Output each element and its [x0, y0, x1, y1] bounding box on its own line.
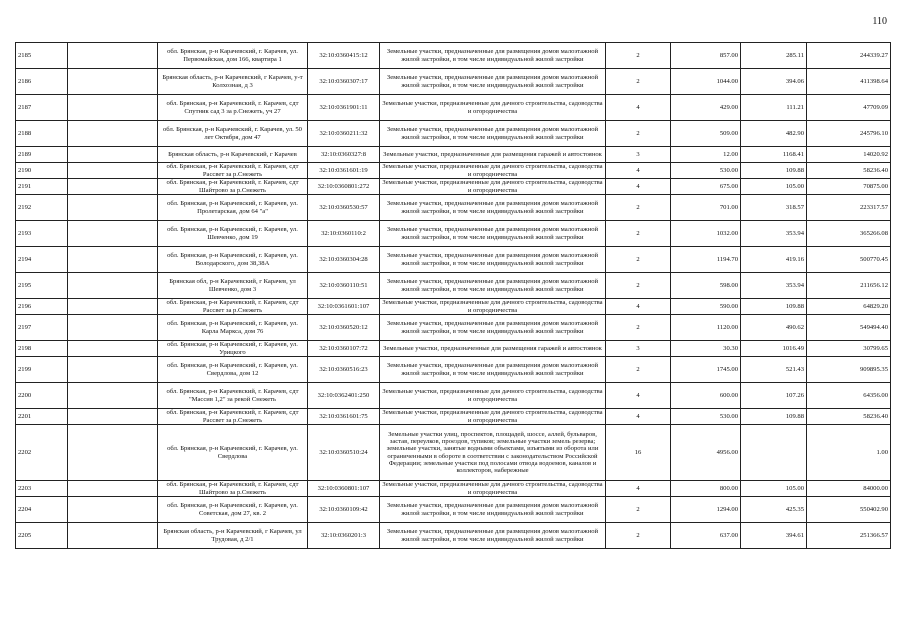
area-cell: 509.00	[671, 121, 741, 147]
table-row	[16, 299, 891, 315]
group-code-cell: 2	[606, 315, 671, 341]
area-cell: 1745.00	[671, 357, 741, 383]
specific-value-cell: 394.06	[741, 69, 807, 95]
cadastral-number-cell: 32:10:0360520:12	[308, 315, 380, 341]
address-cell: обл. Брянская, р-н Карачевский, г. Карачев, сдт Спутник сад 3 за р.Снежеть, уч 27	[158, 95, 308, 121]
group-code-cell: 2	[606, 357, 671, 383]
cadastral-number-cell: 32:10:0360211:32	[308, 121, 380, 147]
row-number: 2200	[16, 383, 68, 409]
address-cell: обл. Брянская, р-н Карачевский, г. Карачев, сдт Рассвет за р.Снежеть	[158, 163, 308, 179]
table-row	[16, 357, 891, 383]
table-row	[16, 221, 891, 247]
specific-value-cell: 285.11	[741, 43, 807, 69]
table-row	[16, 147, 891, 163]
area-cell: 12.00	[671, 147, 741, 163]
address-cell: обл. Брянская, р-н Карачевский, г. Карачев, ул. Володарского, дом 38,38А	[158, 247, 308, 273]
cadastral-number-cell: 32:10:0360327:8	[308, 147, 380, 163]
table-row	[16, 409, 891, 425]
cadastral-value-cell: 365266.08	[807, 221, 891, 247]
specific-value-cell: 107.26	[741, 383, 807, 409]
cadastral-value-cell: 245796.10	[807, 121, 891, 147]
cadastral-value-cell: 211656.12	[807, 273, 891, 299]
specific-value-cell: 425.35	[741, 497, 807, 523]
address-cell: обл. Брянская, р-н Карачевский, г. Карачев, ул. Советская, дом 27, кв. 2	[158, 497, 308, 523]
address-cell: обл. Брянская, р-н Карачевский, г. Карачев, ул. Урицкого	[158, 341, 308, 357]
cadastral-value-cell: 500770.45	[807, 247, 891, 273]
address-cell: обл. Брянская, р-н Карачевский, г. Карачев, ул. Карла Маркса, дом 76	[158, 315, 308, 341]
group-code-cell: 2	[606, 121, 671, 147]
cadastral-value-cell: 58236.40	[807, 409, 891, 425]
table-row	[16, 273, 891, 299]
cadastral-number-cell: 32:10:0361601:107	[308, 299, 380, 315]
area-cell: 800.00	[671, 481, 741, 497]
spacer-cell	[68, 179, 158, 195]
land-use-cell: Земельные участки, предназначенные для размещения гаражей и автостоянок	[380, 341, 606, 357]
row-number: 2202	[16, 425, 68, 481]
cadastral-number-cell: 32:10:0360110:51	[308, 273, 380, 299]
spacer-cell	[68, 95, 158, 121]
address-cell: обл. Брянская, р-н Карачевский, г. Карачев, ул. Свердлова	[158, 425, 308, 481]
group-code-cell: 2	[606, 69, 671, 95]
spacer-cell	[68, 315, 158, 341]
group-code-cell: 4	[606, 409, 671, 425]
specific-value-cell: 419.16	[741, 247, 807, 273]
cadastral-value-cell: 251366.57	[807, 523, 891, 549]
cadastral-value-cell: 223317.57	[807, 195, 891, 221]
spacer-cell	[68, 497, 158, 523]
address-cell: обл. Брянская, р-н Карачевский, г. Карачев, сдт "Массив 1,2" за рекой Снежеть	[158, 383, 308, 409]
row-number: 2205	[16, 523, 68, 549]
group-code-cell: 2	[606, 273, 671, 299]
specific-value-cell: 109.88	[741, 409, 807, 425]
cadastral-number-cell: 32:10:0360415:12	[308, 43, 380, 69]
land-use-cell: Земельные участки, предназначенные для дачного строительства, садоводства и огородничества	[380, 179, 606, 195]
group-code-cell: 2	[606, 221, 671, 247]
land-use-cell: Земельные участки, предназначенные для размещения домов малоэтажной жилой застройки, в том числе индивидуальной жилой застройки	[380, 121, 606, 147]
table-row	[16, 43, 891, 69]
area-cell: 1032.00	[671, 221, 741, 247]
land-use-cell: Земельные участки, предназначенные для размещения гаражей и автостоянок	[380, 147, 606, 163]
area-cell: 4956.00	[671, 425, 741, 481]
area-cell: 857.00	[671, 43, 741, 69]
cadastral-number-cell: 32:10:0360530:57	[308, 195, 380, 221]
area-cell: 598.00	[671, 273, 741, 299]
specific-value-cell: 353.94	[741, 273, 807, 299]
group-code-cell: 16	[606, 425, 671, 481]
land-use-cell: Земельные участки, предназначенные для размещения домов малоэтажной жилой застройки, в том числе индивидуальной жилой застройки	[380, 523, 606, 549]
table-row	[16, 383, 891, 409]
land-use-cell: Земельные участки, предназначенные для размещения домов малоэтажной жилой застройки, в том числе индивидуальной жилой застройки	[380, 43, 606, 69]
land-use-cell: Земельные участки, предназначенные для размещения домов малоэтажной жилой застройки, в том числе индивидуальной жилой застройки	[380, 69, 606, 95]
land-use-cell: Земельные участки, предназначенные для дачного строительства, садоводства и огородничества	[380, 383, 606, 409]
row-number: 2195	[16, 273, 68, 299]
spacer-cell	[68, 43, 158, 69]
spacer-cell	[68, 481, 158, 497]
specific-value-cell: 105.00	[741, 179, 807, 195]
land-use-cell: Земельные участки, предназначенные для дачного строительства, садоводства и огородничества	[380, 409, 606, 425]
table-row	[16, 163, 891, 179]
address-cell: Брянская область, р-н Карачевский, г Карачев	[158, 147, 308, 163]
land-use-cell: Земельные участки, предназначенные для размещения домов малоэтажной жилой застройки, в том числе индивидуальной жилой застройки	[380, 247, 606, 273]
group-code-cell: 2	[606, 247, 671, 273]
spacer-cell	[68, 273, 158, 299]
row-number: 2194	[16, 247, 68, 273]
row-number: 2186	[16, 69, 68, 95]
page-number: 110	[872, 16, 887, 27]
address-cell: обл. Брянская, р-н Карачевский, г. Карачев, ул. 50 лет Октября, дом 47	[158, 121, 308, 147]
specific-value-cell: 1168.41	[741, 147, 807, 163]
area-cell: 1044.00	[671, 69, 741, 95]
cadastral-number-cell: 32:10:0360109:42	[308, 497, 380, 523]
cadastral-value-cell: 411398.64	[807, 69, 891, 95]
cadastral-value-cell: 550402.90	[807, 497, 891, 523]
spacer-cell	[68, 425, 158, 481]
area-cell: 590.00	[671, 299, 741, 315]
address-cell: обл. Брянская, р-н Карачевский, г. Карачев, сдт Рассвет за р.Снежеть	[158, 409, 308, 425]
land-use-cell: Земельные участки, предназначенные для размещения домов малоэтажной жилой застройки, в том числе индивидуальной жилой застройки	[380, 357, 606, 383]
table-row	[16, 523, 891, 549]
table-row	[16, 481, 891, 497]
spacer-cell	[68, 341, 158, 357]
row-number: 2196	[16, 299, 68, 315]
cadastral-number-cell: 32:10:0361901:11	[308, 95, 380, 121]
address-cell: обл. Брянская, р-н Карачевский, г. Карачев, сдт Шайтрово за р.Снежеть	[158, 481, 308, 497]
address-cell: Брянская область, р-н Карачевский, г Карачев, ул Трудовая, д 2/1	[158, 523, 308, 549]
address-cell: обл. Брянская, р-н Карачевский, г. Карачев, сдт Рассвет за р.Снежеть	[158, 299, 308, 315]
spacer-cell	[68, 247, 158, 273]
address-cell: обл. Брянская, р-н Карачевский, г. Карачев, ул. Пролетарская, дом 64 "а"	[158, 195, 308, 221]
address-cell: Брянская область, р-н Карачевский, г Карачев, у-т Колхозная, д 3	[158, 69, 308, 95]
cadastral-number-cell: 32:10:0360307:17	[308, 69, 380, 95]
spacer-cell	[68, 121, 158, 147]
area-cell: 1194.70	[671, 247, 741, 273]
table-row	[16, 179, 891, 195]
spacer-cell	[68, 299, 158, 315]
area-cell: 530.00	[671, 409, 741, 425]
address-cell: обл. Брянская, р-н Карачевский, г. Карачев, ул. Первомайская, дом 166, квартира 1	[158, 43, 308, 69]
specific-value-cell: 353.94	[741, 221, 807, 247]
area-cell: 637.00	[671, 523, 741, 549]
group-code-cell: 4	[606, 179, 671, 195]
spacer-cell	[68, 523, 158, 549]
cadastral-value-cell: 244339.27	[807, 43, 891, 69]
group-code-cell: 2	[606, 497, 671, 523]
specific-value-cell: 105.00	[741, 481, 807, 497]
table-row	[16, 69, 891, 95]
specific-value-cell: 490.62	[741, 315, 807, 341]
cadastral-number-cell: 32:10:0360107:72	[308, 341, 380, 357]
row-number: 2203	[16, 481, 68, 497]
area-cell: 429.00	[671, 95, 741, 121]
spacer-cell	[68, 163, 158, 179]
land-use-cell: Земельные участки улиц, проспектов, площадей, шоссе, аллей, бульваров, застав, переулков, проездов, тупиков; земельные участки земель резерва; земельные участки, занятые водными объектами, изъятыми из оборота или ограниченными в обороте в соответствии с законодательством Российской Федерации; земельные участки под полосами отвода водоемов, каналов и коллекторов, набережные	[380, 425, 606, 481]
specific-value-cell: 109.88	[741, 163, 807, 179]
group-code-cell: 4	[606, 95, 671, 121]
table-row	[16, 121, 891, 147]
area-cell: 1294.00	[671, 497, 741, 523]
cadastral-number-cell: 32:10:0361601:19	[308, 163, 380, 179]
group-code-cell: 2	[606, 523, 671, 549]
land-use-cell: Земельные участки, предназначенные для дачного строительства, садоводства и огородничества	[380, 95, 606, 121]
table-row	[16, 425, 891, 481]
table-row	[16, 497, 891, 523]
group-code-cell: 2	[606, 195, 671, 221]
row-number: 2197	[16, 315, 68, 341]
cadastral-value-cell: 909895.35	[807, 357, 891, 383]
row-number: 2189	[16, 147, 68, 163]
specific-value-cell: 521.43	[741, 357, 807, 383]
row-number: 2199	[16, 357, 68, 383]
address-cell: обл. Брянская, р-н Карачевский, г. Карачев, сдт Шайтрово за р.Снежеть	[158, 179, 308, 195]
area-cell: 530.00	[671, 163, 741, 179]
land-registry-table	[15, 42, 891, 549]
specific-value-cell: 111.21	[741, 95, 807, 121]
group-code-cell: 4	[606, 383, 671, 409]
row-number: 2192	[16, 195, 68, 221]
land-use-cell: Земельные участки, предназначенные для размещения домов малоэтажной жилой застройки, в том числе индивидуальной жилой застройки	[380, 497, 606, 523]
cadastral-value-cell: 14020.92	[807, 147, 891, 163]
address-cell: обл. Брянская, р-н Карачевский, г. Карачев, ул. Свердлова, дом 12	[158, 357, 308, 383]
land-use-cell: Земельные участки, предназначенные для дачного строительства, садоводства и огородничества	[380, 163, 606, 179]
specific-value-cell: 109.88	[741, 299, 807, 315]
cadastral-number-cell: 32:10:0360801:272	[308, 179, 380, 195]
row-number: 2188	[16, 121, 68, 147]
cadastral-number-cell: 32:10:0360201:3	[308, 523, 380, 549]
land-use-cell: Земельные участки, предназначенные для дачного строительства, садоводства и огородничества	[380, 481, 606, 497]
cadastral-value-cell: 70875.00	[807, 179, 891, 195]
group-code-cell: 3	[606, 147, 671, 163]
land-use-cell: Земельные участки, предназначенные для размещения домов малоэтажной жилой застройки, в том числе индивидуальной жилой застройки	[380, 221, 606, 247]
group-code-cell: 2	[606, 43, 671, 69]
spacer-cell	[68, 195, 158, 221]
spacer-cell	[68, 357, 158, 383]
group-code-cell: 4	[606, 481, 671, 497]
cadastral-number-cell: 32:10:0360304:28	[308, 247, 380, 273]
specific-value-cell: 482.90	[741, 121, 807, 147]
cadastral-value-cell: 58236.40	[807, 163, 891, 179]
spacer-cell	[68, 383, 158, 409]
cadastral-value-cell: 30799.65	[807, 341, 891, 357]
specific-value-cell: 1016.49	[741, 341, 807, 357]
specific-value-cell	[741, 425, 807, 481]
row-number: 2185	[16, 43, 68, 69]
cadastral-number-cell: 32:10:0360110:2	[308, 221, 380, 247]
area-cell: 675.00	[671, 179, 741, 195]
cadastral-number-cell: 32:10:0360801:107	[308, 481, 380, 497]
row-number: 2191	[16, 179, 68, 195]
area-cell: 701.00	[671, 195, 741, 221]
specific-value-cell: 318.57	[741, 195, 807, 221]
table-row	[16, 341, 891, 357]
table-row	[16, 195, 891, 221]
row-number: 2187	[16, 95, 68, 121]
spacer-cell	[68, 147, 158, 163]
area-cell: 30.30	[671, 341, 741, 357]
row-number: 2201	[16, 409, 68, 425]
table-row	[16, 247, 891, 273]
specific-value-cell: 394.61	[741, 523, 807, 549]
address-cell: обл. Брянская, р-н Карачевский, г. Карачев, ул. Шевченко, дом 19	[158, 221, 308, 247]
area-cell: 600.00	[671, 383, 741, 409]
land-use-cell: Земельные участки, предназначенные для размещения домов малоэтажной жилой застройки, в том числе индивидуальной жилой застройки	[380, 273, 606, 299]
area-cell: 1120.00	[671, 315, 741, 341]
cadastral-value-cell: 64356.00	[807, 383, 891, 409]
cadastral-number-cell: 32:10:0360510:24	[308, 425, 380, 481]
row-number: 2190	[16, 163, 68, 179]
cadastral-value-cell: 47709.09	[807, 95, 891, 121]
group-code-cell: 3	[606, 341, 671, 357]
land-use-cell: Земельные участки, предназначенные для дачного строительства, садоводства и огородничества	[380, 299, 606, 315]
land-use-cell: Земельные участки, предназначенные для размещения домов малоэтажной жилой застройки, в том числе индивидуальной жилой застройки	[380, 315, 606, 341]
land-use-cell: Земельные участки, предназначенные для размещения домов малоэтажной жилой застройки, в том числе индивидуальной жилой застройки	[380, 195, 606, 221]
cadastral-value-cell: 84000.00	[807, 481, 891, 497]
spacer-cell	[68, 221, 158, 247]
spacer-cell	[68, 69, 158, 95]
address-cell: Брянская обл, р-н Карачевский, г Карачев, ул Шевченко, дом 3	[158, 273, 308, 299]
spacer-cell	[68, 409, 158, 425]
cadastral-number-cell: 32:10:0361601:75	[308, 409, 380, 425]
cadastral-number-cell: 32:10:0362401:250	[308, 383, 380, 409]
group-code-cell: 4	[606, 163, 671, 179]
cadastral-value-cell: 64829.20	[807, 299, 891, 315]
row-number: 2193	[16, 221, 68, 247]
group-code-cell: 4	[606, 299, 671, 315]
table-row	[16, 95, 891, 121]
cadastral-number-cell: 32:10:0360516:23	[308, 357, 380, 383]
cadastral-value-cell: 549494.40	[807, 315, 891, 341]
table-row	[16, 315, 891, 341]
row-number: 2198	[16, 341, 68, 357]
cadastral-value-cell: 1.00	[807, 425, 891, 481]
row-number: 2204	[16, 497, 68, 523]
